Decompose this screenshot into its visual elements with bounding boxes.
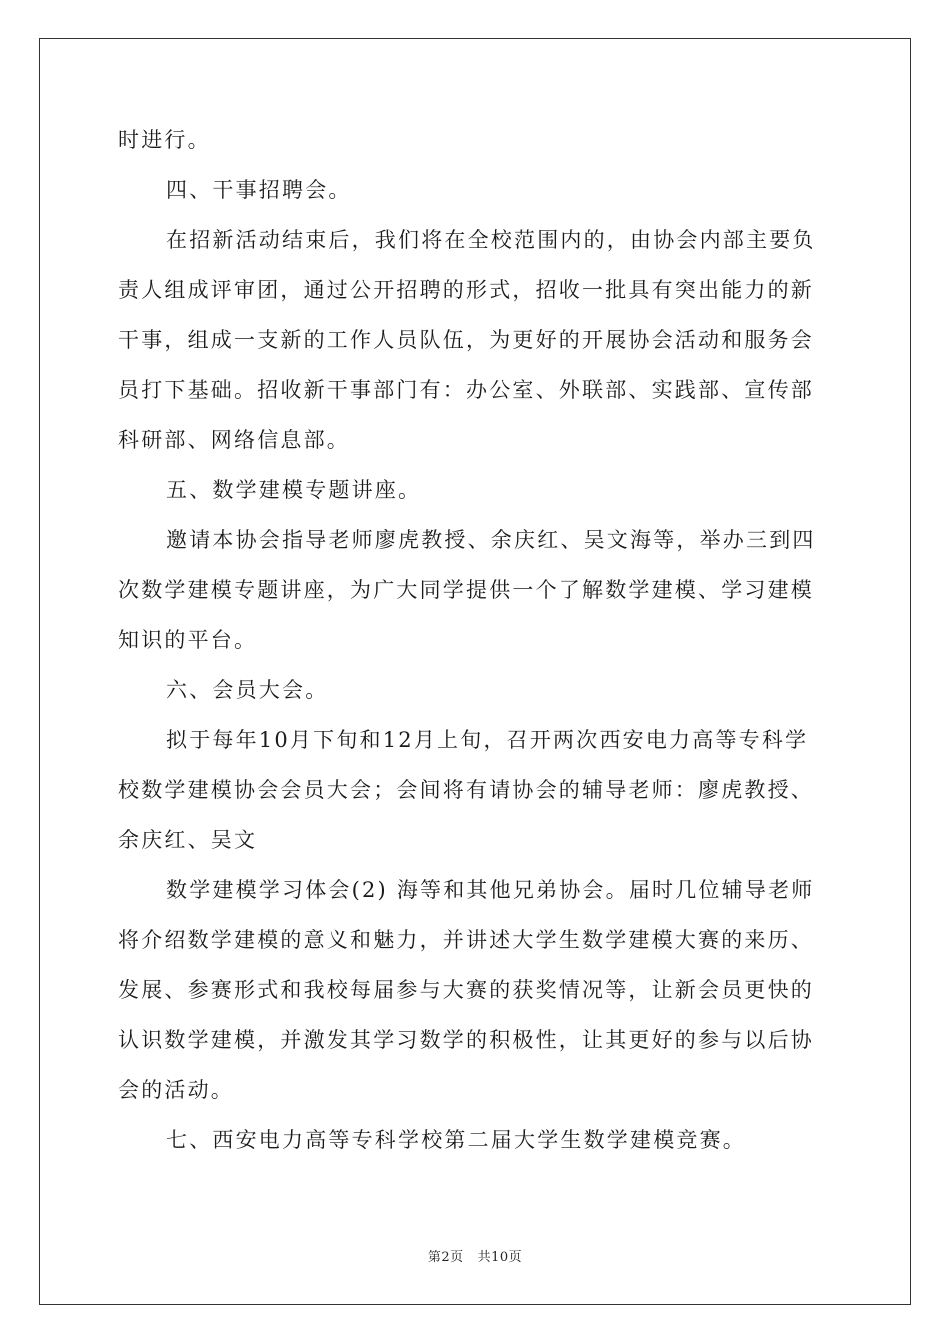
section-heading-7: 七、西安电力高等专科学校第二届大学生数学建模竞赛。: [166, 1128, 746, 1152]
text-line: 余庆红、吴文: [118, 828, 258, 852]
text-line: 知识的平台。: [118, 628, 258, 652]
text-line: 员打下基础。招收新干事部门有：办公室、外联部、实践部、宣传部: [118, 378, 814, 402]
text-line: 校数学建模协会会员大会；会间将有请协会的辅导老师：廖虎教授、: [118, 778, 814, 802]
text-line: 邀请本协会指导老师廖虎教授、余庆红、吴文海等，举办三到四: [166, 528, 816, 552]
text-line: 次数学建模专题讲座，为广大同学提供一个了解数学建模、学习建模: [118, 578, 814, 602]
text-line: 拟于每年10月下旬和12月上旬，召开两次西安电力高等专科学: [166, 728, 809, 752]
page-total: 共10页: [477, 1250, 523, 1265]
text-line: 发展、参赛形式和我校每届参与大赛的获奖情况等，让新会员更快的: [118, 978, 814, 1002]
text-line: 时进行。: [118, 128, 211, 152]
text-line: 科研部、网络信息部。: [118, 428, 350, 452]
text-line: 干事，组成一支新的工作人员队伍，为更好的开展协会活动和服务会: [118, 328, 814, 352]
section-heading-6: 六、会员大会。: [166, 678, 329, 702]
text-line: 认识数学建模，并激发其学习数学的积极性，让其更好的参与以后协: [118, 1028, 814, 1052]
text-line: 将介绍数学建模的意义和魅力，并讲述大学生数学建模大赛的来历、: [118, 928, 814, 952]
text-line: 会的活动。: [118, 1078, 234, 1102]
text-line: 责人组成评审团，通过公开招聘的形式，招收一批具有突出能力的新: [118, 278, 814, 302]
section-heading-5: 五、数学建模专题讲座。: [166, 478, 422, 502]
section-heading-4: 四、干事招聘会。: [166, 178, 352, 202]
text-line: 数学建模学习体会(2) 海等和其他兄弟协会。届时几位辅导老师: [166, 878, 815, 902]
page-footer: [0, 1246, 950, 1265]
text-line: 在招新活动结束后，我们将在全校范围内的，由协会内部主要负: [166, 228, 816, 252]
page-number: 第2页: [427, 1250, 464, 1265]
